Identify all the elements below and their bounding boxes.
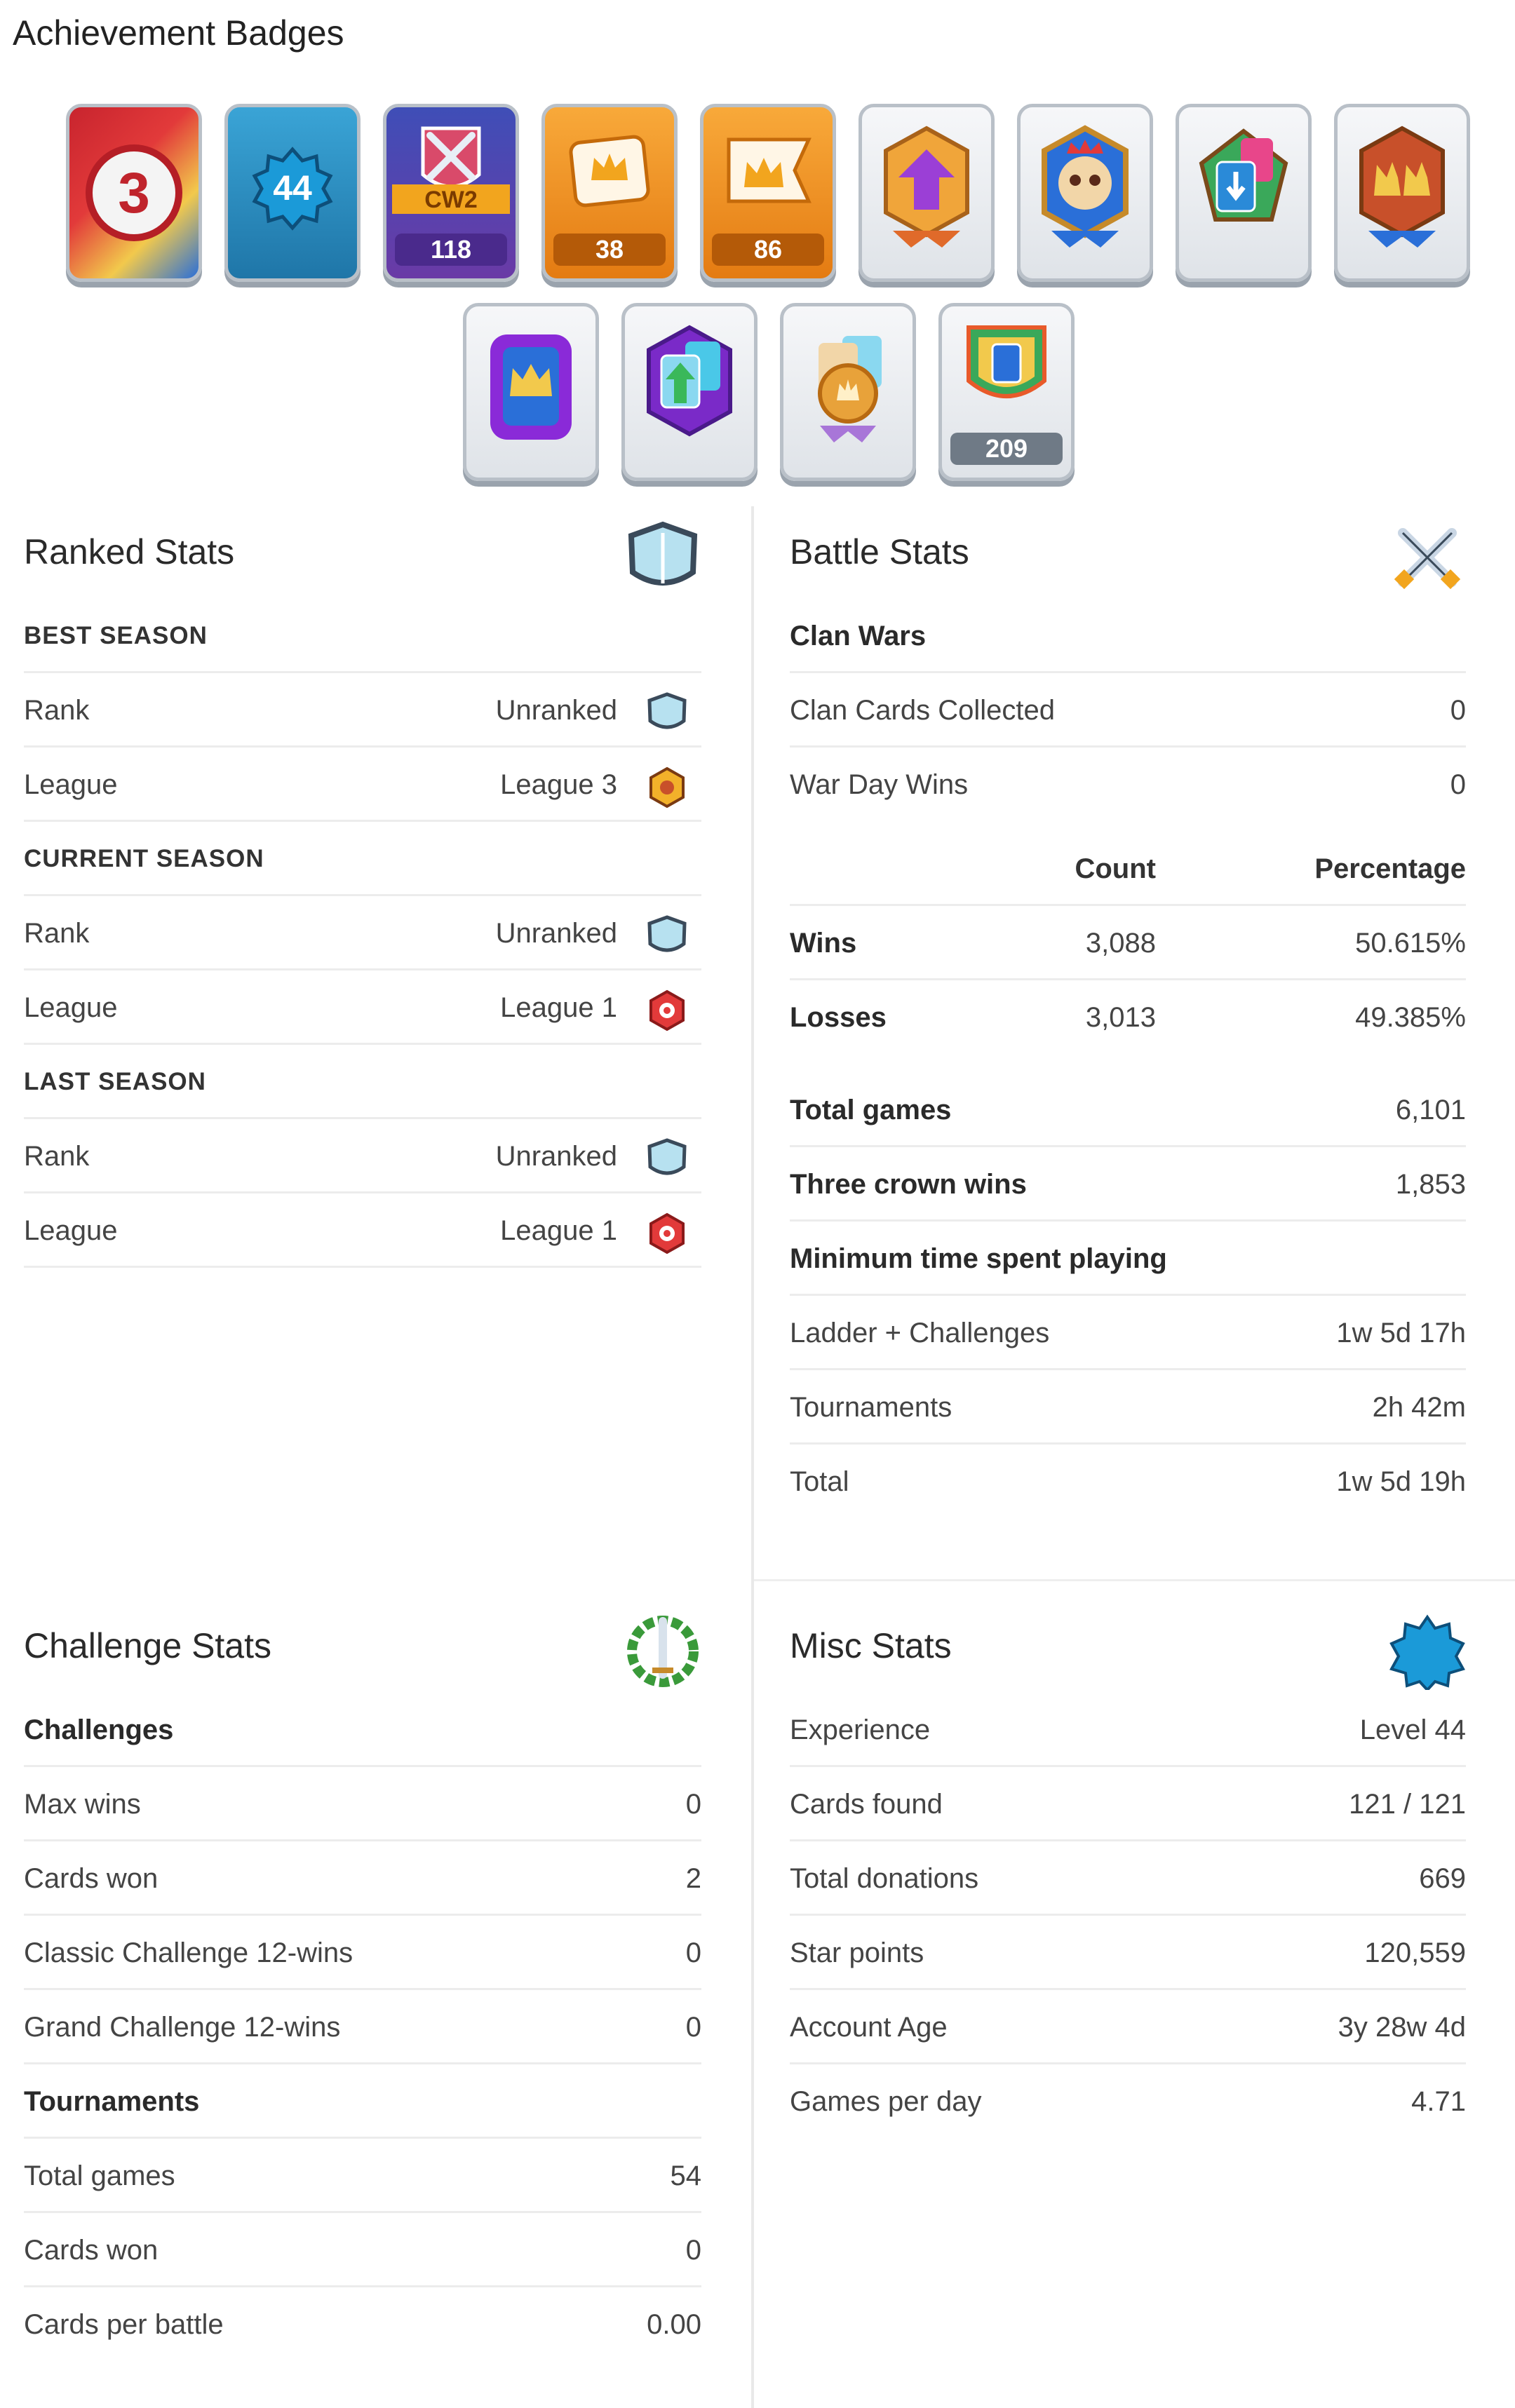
gold-medal-badge-icon bbox=[783, 306, 913, 478]
battle-stats-title: Battle Stats bbox=[790, 532, 969, 571]
cards-found-row: Cards found 121 / 121 bbox=[790, 1767, 1466, 1841]
rank-shield-icon bbox=[645, 914, 689, 958]
best-season-heading: BEST SEASON bbox=[24, 599, 701, 673]
card-upgrade-badge[interactable] bbox=[621, 303, 758, 481]
percentage-column-header: Percentage bbox=[1314, 853, 1466, 884]
challenge-cards-won-row: Cards won 2 bbox=[24, 1841, 701, 1916]
best-season-rank-row: Rank Unranked bbox=[24, 673, 701, 748]
current-season-heading: CURRENT SEASON bbox=[24, 822, 701, 896]
ranked-stats-title: Ranked Stats bbox=[24, 532, 235, 571]
current-season-rank-row: Rank Unranked bbox=[24, 896, 701, 970]
best-season-rank-value: Unranked bbox=[495, 695, 617, 726]
column-divider bbox=[751, 506, 754, 2408]
max-wins-row: Max wins 0 bbox=[24, 1767, 701, 1841]
war-day-wins-row: War Day Wins 0 bbox=[790, 769, 1466, 800]
cards-badge[interactable] bbox=[541, 104, 678, 282]
crown-frame-badge-icon bbox=[466, 306, 595, 478]
league-1-icon bbox=[645, 1212, 689, 1255]
crown-flag-badge[interactable] bbox=[700, 104, 836, 282]
svg-text:3: 3 bbox=[118, 161, 150, 225]
gold-medal-badge[interactable] bbox=[780, 303, 916, 481]
total-donations-row: Total donations 669 bbox=[790, 1841, 1466, 1916]
shield-icon bbox=[624, 519, 701, 596]
battle-table-header bbox=[790, 832, 1466, 906]
total-games-row: Total games 6,101 bbox=[790, 1073, 1466, 1147]
card-swap-badge[interactable] bbox=[1176, 104, 1312, 282]
current-season-league-value: League 1 bbox=[500, 992, 617, 1023]
best-season-league-row: League League 3 bbox=[24, 748, 701, 822]
games-per-day-row: Games per day 4.71 bbox=[790, 2086, 1466, 2117]
ladder-challenges-row: Ladder + Challenges 1w 5d 17h bbox=[790, 1296, 1466, 1370]
misc-stats-title: Misc Stats bbox=[790, 1626, 952, 1665]
losses-row: Losses 3,013 49.385% bbox=[790, 1002, 1466, 1033]
last-season-rank-value: Unranked bbox=[495, 1141, 617, 1172]
rank-shield-icon bbox=[645, 691, 689, 735]
tournament-cards-won-row: Cards won 0 bbox=[24, 2213, 701, 2287]
grand-challenge-row: Grand Challenge 12-wins 0 bbox=[24, 1990, 701, 2064]
wins-row: Wins 3,088 50.615% bbox=[790, 906, 1466, 980]
section-divider bbox=[754, 1579, 1515, 1581]
challenges-heading: Challenges bbox=[24, 1693, 701, 1767]
ranked-stats-card bbox=[24, 519, 701, 1276]
achievement-badges-title: Achievement Badges bbox=[13, 13, 344, 53]
laurel-sword-icon bbox=[624, 1613, 701, 1690]
clan-cards-row: Clan Cards Collected 0 bbox=[790, 673, 1466, 748]
purple-arrow-badge[interactable] bbox=[858, 104, 995, 282]
three-crown-wins-row: Three crown wins 1,853 bbox=[790, 1147, 1466, 1222]
count-column-header: Count bbox=[1075, 853, 1156, 884]
collection-badge[interactable] bbox=[938, 303, 1075, 481]
clan-war-badge[interactable] bbox=[383, 104, 519, 282]
card-upgrade-badge-icon bbox=[625, 306, 754, 478]
account-age-row: Account Age 3y 28w 4d bbox=[790, 1990, 1466, 2064]
battle-stats-card bbox=[790, 519, 1466, 1529]
star-points-row: Star points 120,559 bbox=[790, 1916, 1466, 1990]
badge-row-top bbox=[66, 104, 1470, 282]
classic-challenge-row: Classic Challenge 12-wins 0 bbox=[24, 1916, 701, 1990]
twin-crowns-badge-icon bbox=[1338, 107, 1467, 278]
current-season-league-row: League League 1 bbox=[24, 970, 701, 1045]
last-season-league-row: League League 1 bbox=[24, 1193, 701, 1268]
twin-crowns-badge[interactable] bbox=[1334, 104, 1470, 282]
total-time-row: Total 1w 5d 19h bbox=[790, 1466, 1466, 1497]
challenge-stats-header bbox=[24, 1613, 701, 1669]
last-season-rank-row: Rank Unranked bbox=[24, 1119, 701, 1193]
svg-text:44: 44 bbox=[273, 168, 312, 208]
three-years-badge[interactable] bbox=[66, 104, 202, 282]
skull-crown-badge[interactable] bbox=[1017, 104, 1153, 282]
challenge-stats-card bbox=[24, 1613, 701, 2398]
level-badge-icon bbox=[228, 107, 357, 278]
clan-wars-heading: Clan Wars bbox=[790, 599, 1466, 673]
rank-shield-icon bbox=[645, 1137, 689, 1181]
crossed-swords-icon bbox=[1389, 519, 1466, 596]
skull-crown-badge-icon bbox=[1021, 107, 1150, 278]
battle-stats-header bbox=[790, 519, 1466, 575]
tournaments-heading: Tournaments bbox=[24, 2064, 701, 2139]
ranked-stats-header bbox=[24, 519, 701, 575]
crown-flag-badge-count: 86 bbox=[712, 234, 824, 266]
tournament-total-games-row: Total games 54 bbox=[24, 2139, 701, 2213]
badge-row-bottom bbox=[463, 303, 1075, 481]
card-swap-badge-icon bbox=[1179, 107, 1308, 278]
purple-arrow-badge-icon bbox=[862, 107, 991, 278]
last-season-heading: LAST SEASON bbox=[24, 1045, 701, 1119]
misc-stats-header bbox=[790, 1613, 1466, 1669]
challenge-stats-title: Challenge Stats bbox=[24, 1626, 272, 1665]
tournaments-time-row: Tournaments 2h 42m bbox=[790, 1370, 1466, 1445]
best-season-league-value: League 3 bbox=[500, 769, 617, 800]
level-badge[interactable] bbox=[224, 104, 361, 282]
league-1-icon bbox=[645, 989, 689, 1032]
cards-per-battle-row: Cards per battle 0.00 bbox=[24, 2309, 701, 2340]
league-3-icon bbox=[645, 766, 689, 809]
collection-badge-count: 209 bbox=[950, 433, 1063, 465]
clan-war-badge-count: 118 bbox=[395, 234, 507, 266]
crown-frame-badge[interactable] bbox=[463, 303, 599, 481]
misc-stats-card bbox=[790, 1613, 1466, 2174]
cards-badge-count: 38 bbox=[553, 234, 666, 266]
experience-star-icon bbox=[1389, 1613, 1466, 1690]
three-years-badge-icon bbox=[69, 107, 198, 278]
experience-row: Experience Level 44 bbox=[790, 1693, 1466, 1767]
current-season-rank-value: Unranked bbox=[495, 918, 617, 949]
last-season-league-value: League 1 bbox=[500, 1215, 617, 1246]
min-time-heading: Minimum time spent playing bbox=[790, 1222, 1466, 1296]
svg-text:CW2: CW2 bbox=[424, 187, 478, 213]
